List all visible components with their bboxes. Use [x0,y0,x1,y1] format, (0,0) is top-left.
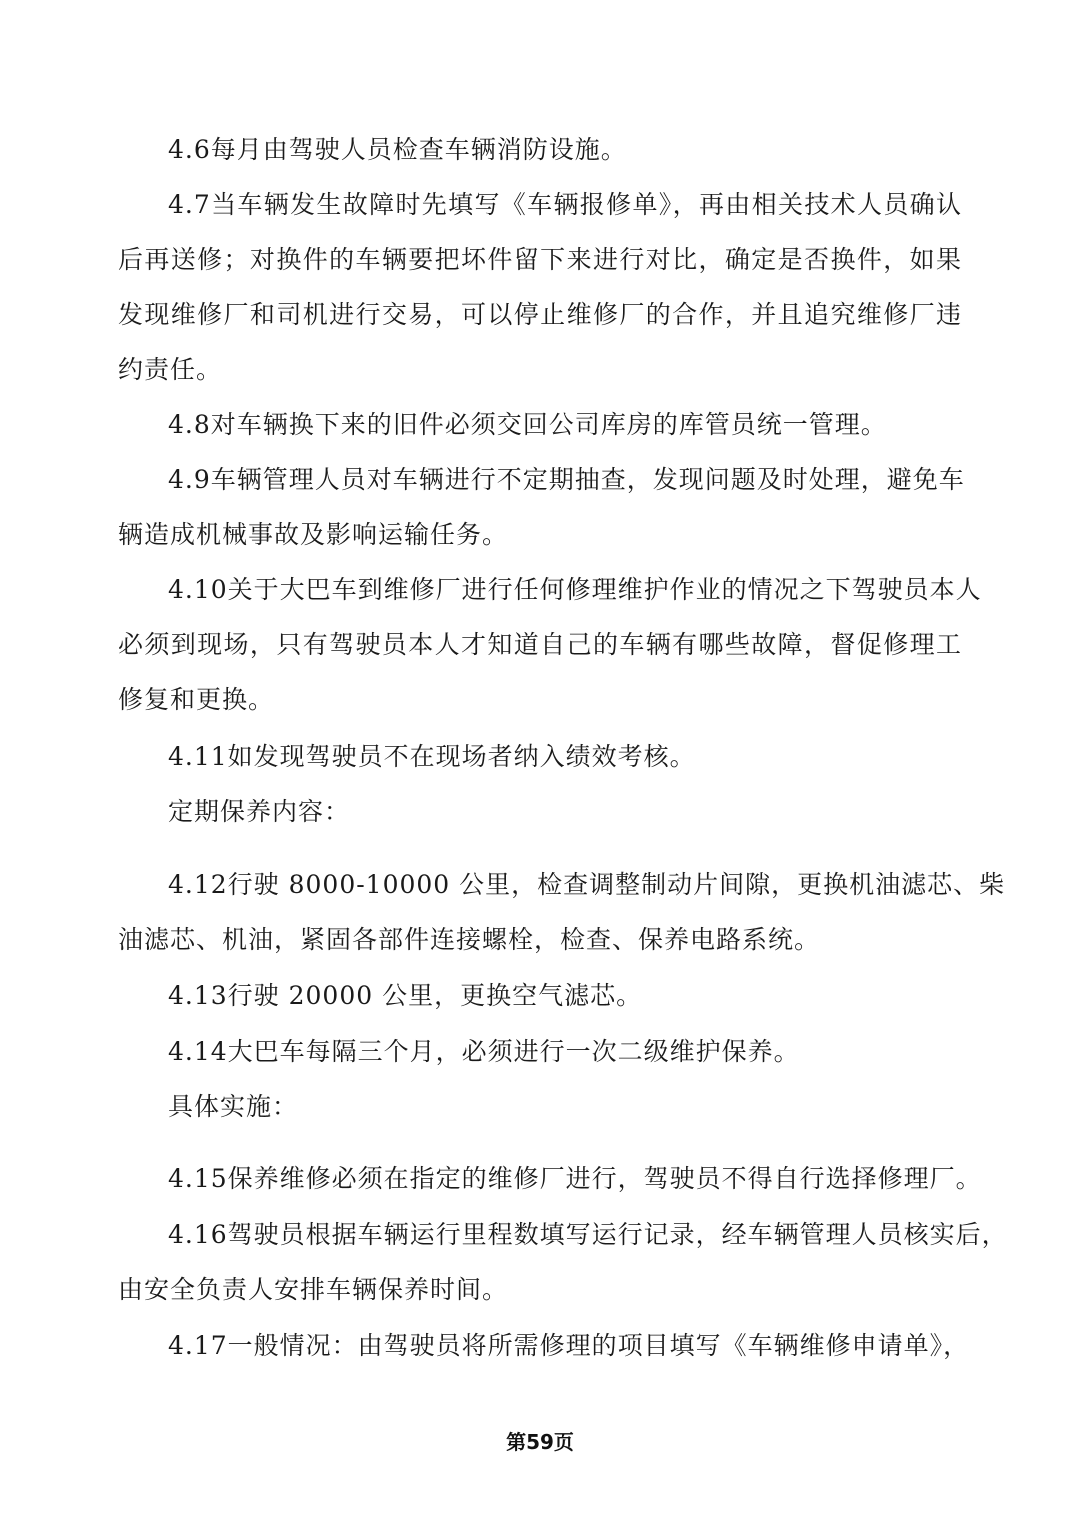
paragraph-line: 4.10关于大巴车到维修厂进行任何修理维护作业的情况之下驾驶员本人 [168,575,982,604]
paragraph-line: 4.17一般情况：由驾驶员将所需修理的项目填写《车辆维修申请单》， [168,1331,970,1360]
paragraph-line: 4.16驾驶员根据车辆运行里程数填写运行记录，经车辆管理人员核实后， [168,1220,1008,1249]
page-number: 第59页 [506,1430,574,1454]
paragraph-line: 4.15保养维修必须在指定的维修厂进行，驾驶员不得自行选择修理厂。 [168,1164,982,1193]
paragraph-line: 油滤芯、机油，紧固各部件连接螺栓，检查、保养电路系统。 [118,925,821,954]
section-heading: 定期保养内容： [168,797,351,826]
paragraph-line: 发现维修厂和司机进行交易，可以停止维修厂的合作，并且追究维修厂违 [118,300,962,329]
paragraph-line: 4.6每月由驾驶人员检查车辆消防设施。 [168,135,627,164]
paragraph-line: 4.7当车辆发生故障时先填写《车辆报修单》，再由相关技术人员确认 [168,190,962,219]
paragraph-line: 4.13行驶 20000 公里，更换空气滤芯。 [168,981,643,1010]
paragraph-line: 4.11如发现驾驶员不在现场者纳入绩效考核。 [168,742,696,771]
paragraph-line: 4.9车辆管理人员对车辆进行不定期抽查，发现问题及时处理，避免车 [168,465,965,494]
paragraph-line: 4.8对车辆换下来的旧件必须交回公司库房的库管员统一管理。 [168,410,887,439]
paragraph-line: 修复和更换。 [118,685,275,714]
paragraph-line: 4.14大巴车每隔三个月，必须进行一次二级维护保养。 [168,1037,800,1066]
paragraph-line: 辆造成机械事故及影响运输任务。 [118,520,509,549]
paragraph-line: 由安全负责人安排车辆保养时间。 [118,1275,509,1304]
paragraph-line: 后再送修；对换件的车辆要把坏件留下来进行对比，确定是否换件，如果 [118,245,962,274]
paragraph-line: 必须到现场，只有驾驶员本人才知道自己的车辆有哪些故障，督促修理工 [118,630,962,659]
section-heading: 具体实施： [168,1092,299,1121]
paragraph-line: 4.12行驶 8000-10000 公里，检查调整制动片间隙，更换机油滤芯、柴 [168,870,1006,899]
paragraph-line: 约责任。 [118,355,223,384]
